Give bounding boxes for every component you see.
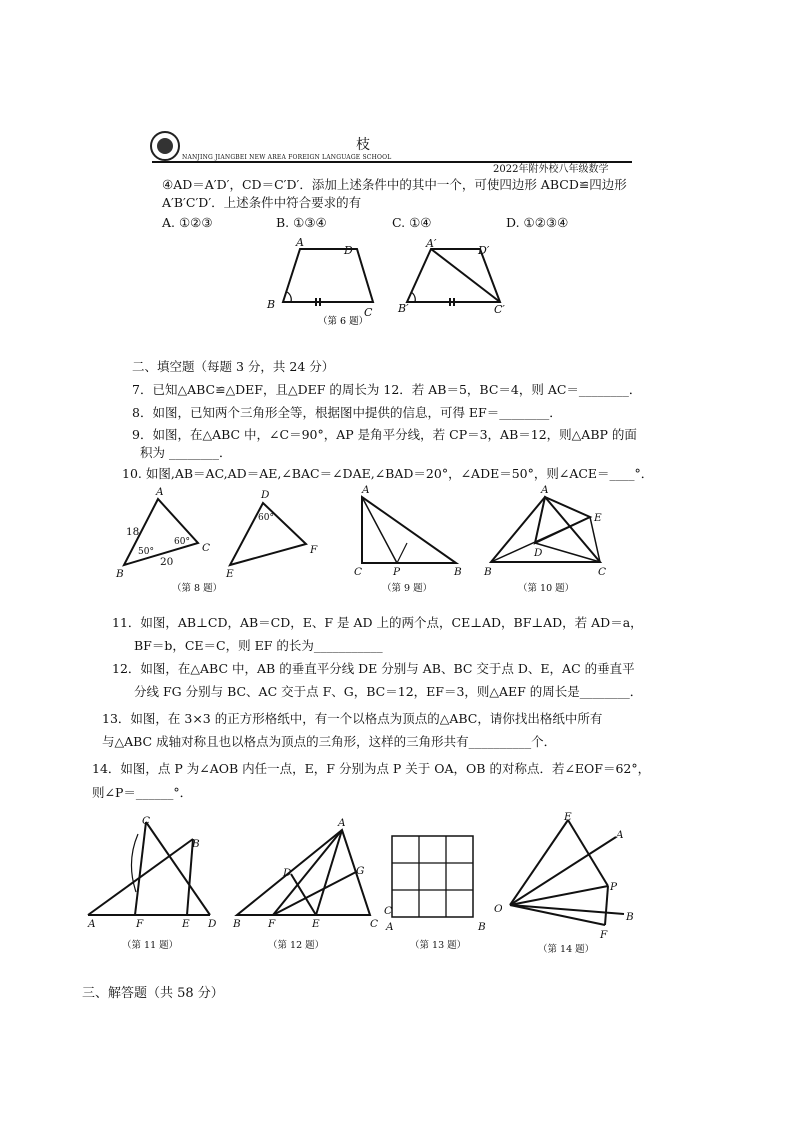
fig8-label-20: 20 (160, 556, 174, 568)
fig11-label-e: E (182, 918, 190, 930)
q6-label-c2: C′ (494, 303, 505, 316)
q6-label-b2: B′ (398, 302, 409, 315)
fig13-label-a: A (386, 921, 394, 933)
q6-figure-2 (407, 249, 500, 306)
fig14-caption: （第 14 题） (538, 944, 595, 955)
fig9-label-b: B (454, 566, 462, 578)
fig8-label-a: A (156, 486, 164, 498)
fig12-label-e: E (312, 918, 320, 930)
fig9-label-p: P (393, 566, 401, 578)
fig11-label-f: F (136, 918, 144, 930)
section3-heading: 三、解答题（共 58 分） (82, 986, 224, 1001)
figures-row1 (110, 485, 630, 595)
fig8-label-b: B (116, 568, 124, 580)
q6-figure-1 (283, 249, 373, 306)
school-logo (150, 131, 180, 161)
fig11-label-b: B (192, 838, 200, 850)
fig8-label-f: F (310, 544, 318, 556)
fig8-label-c: C (202, 542, 211, 554)
fig11-label-d: D (208, 918, 217, 930)
q13-line1: 13．如图，在 3×3 的正方形格纸中，有一个以格点为顶点的△ABC，请你找出格纸中所有 (102, 711, 603, 726)
q6-option-c: C. ①④ (392, 215, 432, 230)
fig12-label-f: F (268, 918, 276, 930)
fig11-label-c: C (142, 815, 151, 827)
q14-line2: 则∠P＝______°． (92, 785, 193, 800)
fig10-label-a: A (541, 485, 549, 496)
fig14-label-e: E (564, 812, 572, 823)
q9-line2: 积为 ________． (140, 445, 232, 460)
fig13-grid-border (392, 836, 473, 917)
q6-line2: A′B′C′D′．上述条件中符合要求的有 (162, 195, 362, 210)
fig10-label-b: B (484, 566, 492, 578)
fig10-caption: （第 10 题） (518, 583, 575, 594)
q6-caption: （第 6 题） (318, 316, 369, 326)
fig8-label-60a: 60° (174, 537, 190, 547)
fig13-caption: （第 13 题） (410, 940, 467, 951)
q6-label-d: D (344, 244, 353, 257)
handwritten-mark: 枝 (356, 137, 370, 153)
fig12-triangle (237, 830, 370, 915)
fig11-label-a: A (88, 918, 96, 930)
fig8-label-d: D (261, 489, 270, 501)
q11-line2: BF＝b，CE＝C，则 EF 的长为___________ (134, 638, 383, 653)
q12-line1: 12．如图，在△ABC 中，AB 的垂直平分线 DE 分别与 AB、BC 交于点 D、E，AC 的垂直平 (112, 661, 635, 676)
q8-text: 8．如图，已知两个三角形全等，根据图中提供的信息，可得 EF＝________． (132, 405, 562, 420)
fig8-label-60b: 60° (258, 513, 274, 523)
q12-line2: 分线 FG 分别与 BC、AC 交于点 F、G，BC＝12，EF＝3，则△AEF 的周长是________． (134, 684, 643, 699)
fig12-caption: （第 12 题） (268, 940, 325, 951)
fig9-label-c: C (354, 566, 363, 578)
q6-label-c: C (364, 306, 373, 319)
q6-line1: ④AD＝A′D′，CD＝C′D′．添加上述条件中的其中一个，可使四边形 ABCD≌四边形 (162, 177, 627, 192)
exam-title: 2022年附外校八年级数学 (493, 164, 609, 175)
header-divider (152, 161, 632, 163)
fig8-label-e: E (226, 568, 234, 580)
q13-line2: 与△ABC 成轴对称且也以格点为顶点的三角形，这样的三角形共有__________个． (102, 734, 557, 749)
q6-label-d2: D′ (478, 244, 490, 257)
fig14-label-f: F (600, 929, 608, 941)
fig10-triangle-abc (491, 497, 600, 562)
q6-label-b: B (267, 298, 276, 311)
q11-line1: 11．如图，AB⊥CD，AB＝CD，E、F 是 AD 上的两个点，CE⊥AD，BF⊥AD，若 AD＝a， (112, 615, 643, 630)
fig8-caption: （第 8 题） (172, 583, 223, 594)
fig13-label-b: B (478, 921, 486, 933)
fig12-label-b: B (233, 918, 241, 930)
fig10-label-d: D (534, 547, 543, 559)
q6-option-a: A. ①②③ (162, 215, 213, 230)
fig8-label-18: 18 (126, 526, 140, 538)
fig10-label-c: C (598, 566, 607, 578)
q6-label-a2: A′ (426, 237, 437, 250)
fig9-label-a: A (362, 485, 370, 496)
q6-figures (260, 236, 530, 326)
fig9-triangle (362, 497, 456, 563)
q6-option-b: B. ①③④ (276, 215, 327, 230)
q7-text: 7．已知△ABC≌△DEF，且△DEF 的周长为 12．若 AB＝5，BC＝4，则 AC＝________． (132, 382, 642, 397)
q10-text: 10. 如图,AB＝AC,AD＝AE,∠BAC＝∠DAE,∠BAD＝20°，∠ADE＝50°，则∠ACE＝____°． (122, 466, 654, 481)
fig14-label-o: O (494, 903, 503, 915)
fig13-label-c: C (384, 905, 393, 917)
fig9-caption: （第 9 题） (382, 583, 433, 594)
fig12-label-c: C (370, 918, 379, 930)
fig14-label-a: A (616, 829, 624, 841)
q9-line1: 9．如图，在△ABC 中，∠C＝90°，AP 是角平分线，若 CP＝3，AB＝12，则△ABP 的面 (132, 427, 637, 442)
section2-heading: 二、填空题（每题 3 分，共 24 分） (132, 359, 335, 374)
fig14-label-b: B (626, 911, 634, 923)
q14-line1: 14．如图，点 P 为∠AOB 内任一点，E，F 分别为点 P 关于 OA，OB 的对称点．若∠EOF＝62°， (92, 761, 651, 776)
fig11-caption: （第 11 题） (122, 940, 179, 951)
fig12-label-d: D (283, 867, 292, 879)
school-name: NANJING JIANGBEI NEW AREA FOREIGN LANGUAGE SCHOOL (182, 154, 392, 161)
fig8-label-50: 50° (138, 547, 154, 557)
fig14-label-p: P (610, 881, 618, 893)
fig12-label-a: A (338, 817, 346, 829)
figures-row2 (80, 812, 640, 962)
fig12-label-g: G (356, 865, 365, 877)
q6-label-a: A (296, 236, 304, 249)
q6-option-d: D. ①②③④ (506, 215, 569, 230)
fig10-label-e: E (594, 512, 602, 524)
